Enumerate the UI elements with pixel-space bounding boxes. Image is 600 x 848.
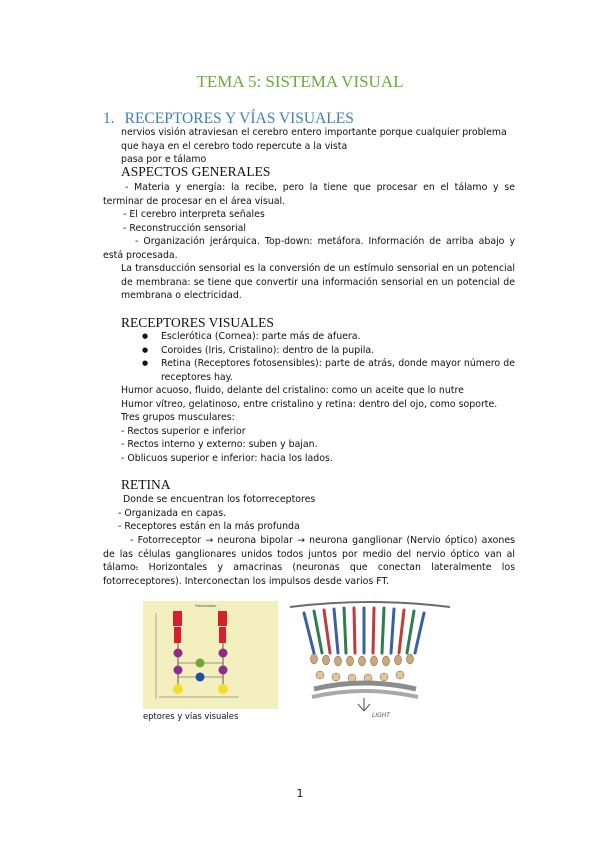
receptores-lines bbox=[121, 384, 515, 466]
aspectos-item-2: - El cerebro interpreta señales bbox=[123, 209, 265, 220]
retina-circuit-figure bbox=[143, 601, 278, 719]
list-item: Humor acuoso, fluido, delante del cristalino: como un aceite que lo nutre bbox=[121, 385, 464, 396]
retina-heading: RETINA bbox=[121, 477, 171, 492]
list-item: Humor vítreo, gelatinoso, entre cristalino y retina: dentro del ojo, como soporte. bbox=[121, 398, 498, 410]
aspectos-item-1: - Materia y energía: la recibe, pero la tiene que procesar en el tálamo y se terminar de procesar en el área visual. bbox=[103, 182, 515, 207]
list-item: Tres grupos musculares: bbox=[121, 412, 235, 424]
list-item: ● Esclerótica (Cornea): parte más de afuera. bbox=[142, 330, 515, 344]
receptores-heading: RECEPTORES VISUALES bbox=[121, 315, 274, 330]
section-title: RECEPTORES Y VÍAS VISUALES bbox=[124, 110, 354, 127]
retina-line-2: - Organizada en capas. bbox=[118, 508, 227, 519]
document-title: TEMA 5: SISTEMA VISUAL bbox=[196, 72, 404, 91]
retina-layers-figure bbox=[284, 601, 456, 719]
aspectos-item-3: - Reconstrucción sensorial bbox=[123, 223, 247, 234]
light-label: LIGHT bbox=[372, 712, 390, 719]
receptores-bullet-list bbox=[142, 330, 515, 384]
retina-paragraph-1: - Fotorreceptor → neurona bipolar → neurona ganglionar (Nervio óptico) axones de las células ganglionares unidos todos juntos por medio del nervio óptico van al tálamo. bbox=[103, 535, 515, 574]
retina-line-1: Donde se encuentran los fotorreceptores bbox=[123, 494, 316, 505]
retina-layers-illustration bbox=[284, 601, 456, 719]
list-item: - Oblicuos superior e inferior: hacia los lados. bbox=[121, 452, 333, 464]
intro-paragraph-2: pasa por e tálamo bbox=[121, 154, 207, 165]
retina-circuit-diagram bbox=[143, 601, 278, 719]
diagram-top-label: Fotorreceptor bbox=[195, 604, 217, 608]
intro-paragraph-1: nervios visión atraviesan el cerebro entero importante porque cualquier problema que haya en el cerebro todo repercute a la vista bbox=[121, 127, 507, 152]
aspectos-item-4: - Organización jerárquica. Top-down: metáfora. Información de arriba abajo y está procesada. bbox=[103, 236, 515, 261]
section-number: 1. bbox=[103, 110, 115, 127]
figure-caption: eptores y vías visuales bbox=[143, 711, 239, 721]
list-item: - Rectos superior e inferior bbox=[121, 425, 246, 437]
retina-paragraph-2: - Horizontales y amacrinas (neuronas que conectan lateralmente los fotorreceptores). Interconectan los impulsos desde varios FT. bbox=[103, 562, 515, 587]
list-item: ● Coroides (Iris, Cristalino): dentro de la pupila. bbox=[142, 344, 515, 358]
list-item: ● Retina (Receptores fotosensibles): parte de atrás, donde mayor número de receptores hay. bbox=[142, 357, 515, 384]
retina-line-3: - Receptores están en la más profunda bbox=[118, 521, 300, 532]
transduccion-paragraph: La transducción sensorial es la conversión de un estímulo sensorial en un potencial de membrana: se tiene que convertir una información sensorial en un potencial de membrana o electricidad. bbox=[121, 263, 515, 302]
aspectos-heading: ASPECTOS GENERALES bbox=[121, 164, 271, 179]
list-item: - Rectos interno y externo: suben y bajan. bbox=[121, 439, 318, 451]
page-number: 1 bbox=[296, 787, 304, 800]
